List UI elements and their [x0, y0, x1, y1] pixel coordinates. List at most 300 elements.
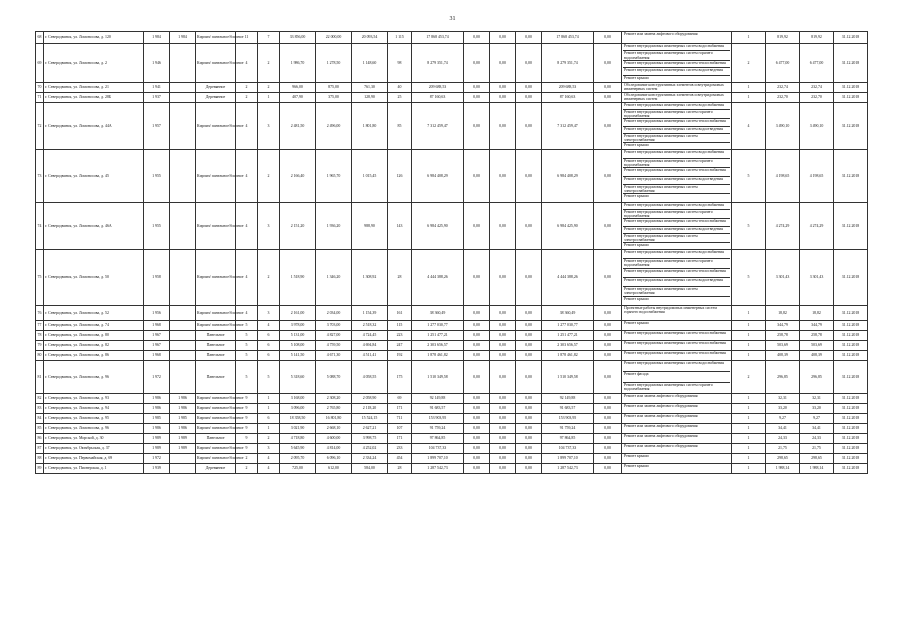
owners-funds: 91 683,57 [542, 404, 594, 414]
total-cost: 91 759,24 [412, 424, 464, 434]
total-area: 725,00 [280, 464, 316, 474]
wall-material: Кирпич/ панельное/блочное [196, 32, 236, 44]
total-area: 18 358,50 [280, 414, 316, 424]
year-built: 1 989 [144, 434, 170, 444]
year-commissioned [170, 464, 196, 474]
residents-count: 192 [388, 351, 412, 361]
residential-area: 761,30 [352, 83, 388, 93]
works-list [622, 361, 732, 394]
work-item: Ремонт внутридомовых инженерных систем водоотведения [623, 227, 730, 234]
residents-count: 233 [388, 444, 412, 454]
deadline-date: 31.12.2018 [834, 331, 868, 341]
row-number: 78 [36, 331, 44, 341]
living-area: 4 671,30 [316, 351, 352, 361]
work-item: Ремонт внутридомовых инженерных систем теплоснабжения [623, 119, 730, 126]
residents-count: 171 [388, 404, 412, 414]
table-row [36, 321, 868, 331]
unit-cost: 9,27 [766, 414, 800, 424]
work-item: Ремонт или замена лифтового оборудования [624, 434, 698, 438]
work-item: Ремонт внутридомовых инженерных систем водоснабжения [623, 103, 730, 110]
owners-funds: 1 510 349,58 [542, 361, 594, 394]
floors: 5 [236, 361, 258, 394]
work-item: Проектные работы внутридомовых инженерных систем горячего водоснабжения [624, 306, 717, 315]
year-built: 1 989 [144, 444, 170, 454]
residents-count: 107 [388, 424, 412, 434]
fund-regional: 0,00 [490, 83, 516, 93]
works-list [622, 150, 732, 203]
address: г. Северодвинск, ул. Ломоносова, д. 86 [44, 351, 144, 361]
fund-federal: 0,00 [464, 394, 490, 404]
fund-municipal: 0,00 [516, 351, 542, 361]
residential-area: 988,90 [352, 203, 388, 250]
works-count: 1 [732, 93, 766, 103]
total-cost: 1 287 542,73 [412, 464, 464, 474]
entrances: 1 [258, 394, 280, 404]
other-funds: 0,00 [594, 414, 622, 424]
max-unit-cost: 503,69 [800, 341, 834, 351]
deadline-date: 31.12.2018 [834, 404, 868, 414]
works-count: 1 [732, 464, 766, 474]
unit-cost: 232,74 [766, 83, 800, 93]
work-item: Ремонт крыши [624, 75, 649, 80]
works-list [622, 454, 732, 464]
address: г. Северодвинск, ул. Ломоносова, д. 95 [44, 414, 144, 424]
work-item: Ремонт внутридомовых инженерных систем водоотведения [623, 278, 730, 287]
total-cost: 7 312 459,47 [412, 103, 464, 150]
year-built: 1 967 [144, 341, 170, 351]
row-number: 88 [36, 454, 44, 464]
work-item: Ремонт внутридомовых инженерных систем электроснабжения [623, 234, 730, 243]
deadline-date: 31.12.2018 [834, 32, 868, 44]
unit-cost: 21,75 [766, 444, 800, 454]
year-commissioned [170, 454, 196, 464]
owners-funds: 1 287 542,73 [542, 464, 594, 474]
works-list [622, 331, 732, 341]
total-cost: 209 688,53 [412, 83, 464, 93]
work-item: Ремонт или замена лифтового оборудования [624, 414, 698, 418]
fund-federal: 0,00 [464, 424, 490, 434]
floors: 9 [236, 404, 258, 414]
fund-municipal: 0,00 [516, 341, 542, 351]
total-cost: 38 360,49 [412, 306, 464, 321]
other-funds: 0,00 [594, 434, 622, 444]
total-cost: 17 868 453,74 [412, 32, 464, 44]
year-commissioned: 1 985 [170, 414, 196, 424]
address: г. Северодвинск, ул. Ломоносова, д. 74 [44, 321, 144, 331]
work-item: Обследование конструктивных элементов и внутридомовых инженерных систем [624, 83, 724, 92]
wall-material: Кирпич/ панельное/блочное [196, 250, 236, 306]
works-count: 5 [732, 150, 766, 203]
year-built: 1 986 [144, 404, 170, 414]
work-item: Ремонт внутридомовых инженерных систем водоотведения [623, 68, 730, 75]
work-item: Ремонт крыши [624, 142, 649, 147]
floors: 9 [236, 424, 258, 434]
max-unit-cost: 33,20 [800, 404, 834, 414]
wall-material: Кирпич/ панельное/блочное [196, 454, 236, 464]
unit-cost: 32,31 [766, 394, 800, 404]
total-area: 2 095,70 [280, 454, 316, 464]
fund-regional: 0,00 [490, 321, 516, 331]
row-number: 75 [36, 250, 44, 306]
entrances: 2 [258, 434, 280, 444]
residents-count: 171 [388, 434, 412, 444]
address: г. Северодвинск, ул. Ломоносова, д. 82 [44, 341, 144, 351]
fund-federal: 0,00 [464, 150, 490, 203]
max-unit-cost: 9,27 [800, 414, 834, 424]
wall-material: Деревянное [196, 464, 236, 474]
deadline-date: 31.12.2018 [834, 306, 868, 321]
living-area: 1 346,20 [316, 250, 352, 306]
entrances: 4 [258, 464, 280, 474]
work-item: Ремонт внутридомовых инженерных систем теплоснабжения [623, 61, 730, 68]
year-commissioned [170, 321, 196, 331]
residential-area: 1 148,60 [352, 44, 388, 83]
table-row [36, 250, 868, 306]
deadline-date: 31.12.2018 [834, 444, 868, 454]
residential-area: 128,90 [352, 93, 388, 103]
work-item: Ремонт крыши [624, 454, 649, 458]
works-count: 1 [732, 404, 766, 414]
unit-cost: 33,20 [766, 404, 800, 414]
address: г. Северодвинск, ул. Ломоносова, д. 45 [44, 150, 144, 203]
other-funds: 0,00 [594, 464, 622, 474]
residential-area: 2 627,21 [352, 424, 388, 434]
entrances: 1 [258, 404, 280, 414]
fund-federal: 0,00 [464, 404, 490, 414]
fund-regional: 0,00 [490, 434, 516, 444]
wall-material: Панельное [196, 434, 236, 444]
deadline-date: 31.12.2018 [834, 351, 868, 361]
year-built: 1 937 [144, 93, 170, 103]
row-number: 84 [36, 414, 44, 424]
year-built: 1 941 [144, 83, 170, 93]
fund-municipal: 0,00 [516, 404, 542, 414]
work-item: Ремонт крыши [624, 321, 649, 325]
total-cost: 1 878 461,82 [412, 351, 464, 361]
unit-cost: 232,70 [766, 93, 800, 103]
works-list [622, 250, 732, 306]
living-area: 3 703,00 [316, 321, 352, 331]
row-number: 83 [36, 404, 44, 414]
work-item: Ремонт внутридомовых инженерных систем водоснабжения [623, 250, 730, 259]
total-cost: 6 984 425,90 [412, 203, 464, 250]
deadline-date: 31.12.2018 [834, 464, 868, 474]
work-item: Ремонт внутридомовых инженерных систем горячего водоснабжения [624, 383, 713, 392]
residents-count: 69 [388, 394, 412, 404]
wall-material: Кирпич/ панельное/блочное [196, 394, 236, 404]
year-commissioned [170, 306, 196, 321]
other-funds: 0,00 [594, 341, 622, 351]
address: г. Северодвинск, ул. Ломоносова, д. 94 [44, 404, 144, 414]
year-commissioned [170, 83, 196, 93]
floors: 9 [236, 394, 258, 404]
total-cost: 2 303 656,57 [412, 341, 464, 351]
residential-area: 15 524,15 [352, 414, 388, 424]
works-list [622, 203, 732, 250]
fund-federal: 0,00 [464, 331, 490, 341]
year-built: 1 957 [144, 103, 170, 150]
year-commissioned [170, 203, 196, 250]
works-list [622, 44, 732, 83]
fund-municipal: 0,00 [516, 306, 542, 321]
work-item: Ремонт внутридомовых инженерных систем электроснабжения [623, 134, 730, 143]
other-funds: 0,00 [594, 361, 622, 394]
residents-count: 115 [388, 321, 412, 331]
fund-regional: 0,00 [490, 414, 516, 424]
table-row [36, 361, 868, 394]
living-area: 6 096,10 [316, 454, 352, 464]
table-row [36, 93, 868, 103]
table-row [36, 351, 868, 361]
works-count: 1 [732, 351, 766, 361]
total-cost: 104 737,33 [412, 444, 464, 454]
owners-funds: 104 737,33 [542, 444, 594, 454]
fund-municipal: 0,00 [516, 93, 542, 103]
total-cost: 1 510 349,58 [412, 361, 464, 394]
fund-regional: 0,00 [490, 361, 516, 394]
works-count: 1 [732, 32, 766, 44]
fund-federal: 0,00 [464, 464, 490, 474]
max-unit-cost: 3 490,10 [800, 103, 834, 150]
row-number: 80 [36, 351, 44, 361]
residents-count: 28 [388, 464, 412, 474]
other-funds: 0,00 [594, 32, 622, 44]
address: г. Северодвинск, ул. Ломоносова, д. 46А [44, 203, 144, 250]
fund-municipal: 0,00 [516, 331, 542, 341]
living-area: 4 814,00 [316, 444, 352, 454]
fund-federal: 0,00 [464, 321, 490, 331]
living-area: 4 827,00 [316, 331, 352, 341]
living-area: 4 600,00 [316, 434, 352, 444]
year-commissioned [170, 361, 196, 394]
deadline-date: 31.12.2018 [834, 103, 868, 150]
max-unit-cost: 4 274,29 [800, 203, 834, 250]
total-cost: 1 899 707,10 [412, 454, 464, 464]
total-area: 2 166,40 [280, 150, 316, 203]
entrances: 3 [258, 444, 280, 454]
fund-municipal: 0,00 [516, 444, 542, 454]
unit-cost: 3 490,10 [766, 103, 800, 150]
wall-material: Кирпич/ панельное/блочное [196, 306, 236, 321]
wall-material: Кирпич/ панельное/блочное [196, 414, 236, 424]
works-count: 1 [732, 321, 766, 331]
year-commissioned: 1 989 [170, 434, 196, 444]
fund-regional: 0,00 [490, 93, 516, 103]
owners-funds: 1 878 461,82 [542, 351, 594, 361]
other-funds: 0,00 [594, 331, 622, 341]
residential-area: 4 694,84 [352, 341, 388, 351]
deadline-date: 31.12.2018 [834, 341, 868, 351]
living-area: 2 765,80 [316, 404, 352, 414]
residents-count: 161 [388, 306, 412, 321]
entrances: 2 [258, 83, 280, 93]
work-item: Ремонт внутридомовых инженерных систем электроснабжения [623, 287, 730, 296]
fund-federal: 0,00 [464, 341, 490, 351]
table-row [36, 203, 868, 250]
living-area: 22 000,00 [316, 32, 352, 44]
year-commissioned: 1 986 [170, 424, 196, 434]
other-funds: 0,00 [594, 93, 622, 103]
year-commissioned [170, 44, 196, 83]
fund-regional: 0,00 [490, 404, 516, 414]
work-item: Ремонт внутридомовых инженерных систем теплоснабжения [623, 168, 730, 177]
deadline-date: 31.12.2018 [834, 150, 868, 203]
fund-regional: 0,00 [490, 150, 516, 203]
floors: 9 [236, 414, 258, 424]
works-count: 5 [732, 250, 766, 306]
deadline-date: 31.12.2018 [834, 321, 868, 331]
residential-area: 4 511,41 [352, 351, 388, 361]
entrances: 2 [258, 44, 280, 83]
wall-material: Деревянное [196, 93, 236, 103]
table-row [36, 150, 868, 203]
works-count: 1 [732, 424, 766, 434]
total-area: 407,90 [280, 93, 316, 103]
work-item: Ремонт внутридомовых инженерных систем теплоснабжения [624, 351, 726, 355]
unit-cost: 819,92 [766, 32, 800, 44]
address: г. Северодвинск, ул. Ломоносова, д. 93 [44, 394, 144, 404]
table-row [36, 464, 868, 474]
fund-federal: 0,00 [464, 103, 490, 150]
deadline-date: 31.12.2018 [834, 203, 868, 250]
work-item: Ремонт внутридомовых инженерных систем водоснабжения [623, 361, 730, 372]
other-funds: 0,00 [594, 44, 622, 83]
year-built: 1 946 [144, 44, 170, 83]
residential-area: 1 154,39 [352, 306, 388, 321]
year-built: 1 986 [144, 394, 170, 404]
other-funds: 0,00 [594, 424, 622, 434]
work-item: Ремонт внутридомовых инженерных систем теплоснабжения [624, 331, 726, 335]
work-item: Ремонт внутридомовых инженерных систем горячего водоснабжения [623, 51, 730, 60]
total-area: 3 021,90 [280, 424, 316, 434]
total-area: 5 108,00 [280, 341, 316, 351]
address: г. Северодвинск, ул. Ломоносова, д. 21 [44, 83, 144, 93]
wall-material: Панельное [196, 351, 236, 361]
floors: 4 [236, 250, 258, 306]
works-count: 1 [732, 331, 766, 341]
max-unit-cost: 32,31 [800, 394, 834, 404]
fund-regional: 0,00 [490, 306, 516, 321]
wall-material: Кирпич/ панельное/блочное [196, 150, 236, 203]
deadline-date: 31.12.2018 [834, 454, 868, 464]
works-list [622, 351, 732, 361]
owners-funds: 2 303 656,57 [542, 341, 594, 351]
fund-federal: 0,00 [464, 414, 490, 424]
deadline-date: 31.12.2018 [834, 434, 868, 444]
work-item: Обследование конструктивных элементов и внутридомовых инженерных систем [624, 93, 724, 102]
total-cost: 97 864,85 [412, 434, 464, 444]
wall-material: Кирпич/ панельное/блочное [196, 203, 236, 250]
year-commissioned: 1 984 [170, 32, 196, 44]
owners-funds: 7 312 459,47 [542, 103, 594, 150]
works-count: 5 [732, 203, 766, 250]
other-funds: 0,00 [594, 103, 622, 150]
work-item: Ремонт внутридомовых инженерных систем теплоснабжения [624, 341, 726, 345]
table-row [36, 103, 868, 150]
total-cost: 1 251 477,21 [412, 331, 464, 341]
max-unit-cost: 344,79 [800, 321, 834, 331]
year-built: 1 955 [144, 150, 170, 203]
fund-municipal: 0,00 [516, 44, 542, 83]
year-built: 1 972 [144, 454, 170, 464]
work-item: Ремонт или замена лифтового оборудования [624, 32, 698, 36]
residential-area: 584,00 [352, 464, 388, 474]
fund-regional: 0,00 [490, 444, 516, 454]
entrances: 2 [258, 150, 280, 203]
year-commissioned [170, 250, 196, 306]
row-number: 79 [36, 341, 44, 351]
fund-municipal: 0,00 [516, 321, 542, 331]
max-unit-cost: 21,75 [800, 444, 834, 454]
fund-municipal: 0,00 [516, 434, 542, 444]
fund-municipal: 0,00 [516, 250, 542, 306]
owners-funds: 87 160,63 [542, 93, 594, 103]
max-unit-cost: 6 477,00 [800, 44, 834, 83]
fund-federal: 0,00 [464, 306, 490, 321]
max-unit-cost: 232,70 [800, 93, 834, 103]
wall-material: Деревянное [196, 83, 236, 93]
residents-count: 40 [388, 83, 412, 93]
fund-regional: 0,00 [490, 44, 516, 83]
living-area: 875,00 [316, 83, 352, 93]
other-funds: 0,00 [594, 203, 622, 250]
residents-count: 247 [388, 341, 412, 351]
table-row [36, 331, 868, 341]
work-item: Ремонт крыши [624, 242, 649, 247]
residential-area: 4 058,55 [352, 361, 388, 394]
deadline-date: 31.12.2018 [834, 414, 868, 424]
residential-area: 2 334,24 [352, 454, 388, 464]
year-built: 1 955 [144, 203, 170, 250]
row-number: 69 [36, 44, 44, 83]
other-funds: 0,00 [594, 250, 622, 306]
entrances: 4 [258, 454, 280, 464]
fund-regional: 0,00 [490, 394, 516, 404]
entrances: 1 [258, 424, 280, 434]
row-number: 82 [36, 394, 44, 404]
work-item: Ремонт внутридомовых инженерных систем горячего водоснабжения [623, 210, 730, 219]
floors: 5 [236, 351, 258, 361]
fund-federal: 0,00 [464, 93, 490, 103]
year-commissioned [170, 93, 196, 103]
year-built: 1 958 [144, 250, 170, 306]
deadline-date: 31.12.2018 [834, 44, 868, 83]
owners-funds: 4 444 388,26 [542, 250, 594, 306]
living-area: 2 668,10 [316, 424, 352, 434]
year-commissioned [170, 103, 196, 150]
works-count: 1 [732, 394, 766, 404]
table-row [36, 32, 868, 44]
owners-funds: 6 984 425,90 [542, 203, 594, 250]
table-row [36, 83, 868, 93]
entrances: 6 [258, 414, 280, 424]
fund-municipal: 0,00 [516, 103, 542, 150]
year-built: 1 968 [144, 351, 170, 361]
work-item: Ремонт внутридомовых инженерных систем горячего водоснабжения [623, 110, 730, 119]
max-unit-cost: 258,78 [800, 331, 834, 341]
fund-municipal: 0,00 [516, 32, 542, 44]
work-item: Ремонт внутридомовых инженерных систем теплоснабжения [623, 219, 730, 226]
year-built: 1 967 [144, 331, 170, 341]
other-funds: 0,00 [594, 306, 622, 321]
address: г. Северодвинск, ул. Ломоносова, д. 2 [44, 44, 144, 83]
total-cost: 1 277 030,77 [412, 321, 464, 331]
owners-funds: 209 688,53 [542, 83, 594, 93]
works-count: 1 [732, 306, 766, 321]
residential-area: 1 015,45 [352, 150, 388, 203]
max-unit-cost: 24,33 [800, 434, 834, 444]
works-list [622, 424, 732, 434]
